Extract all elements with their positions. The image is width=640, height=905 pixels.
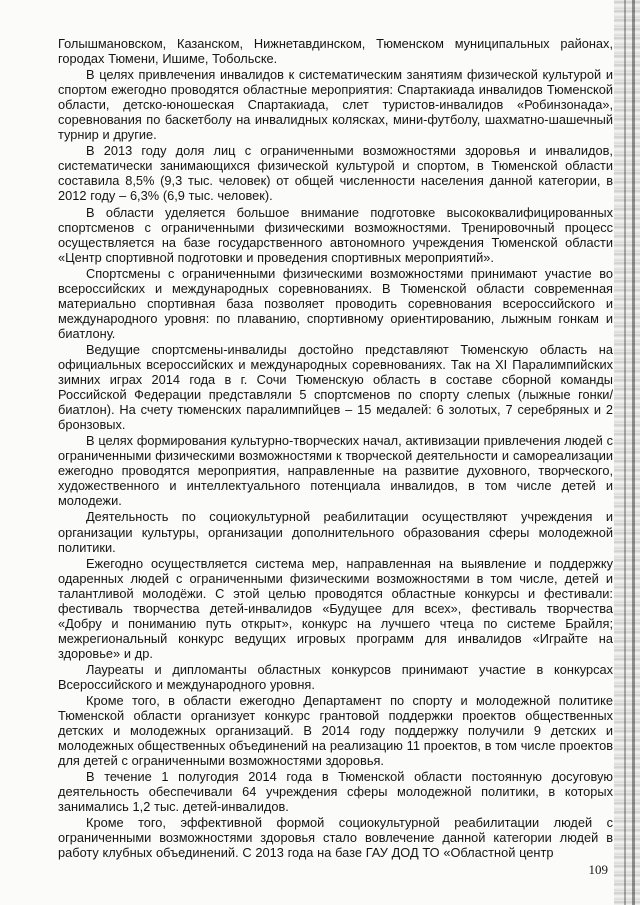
paragraph-4: В области уделяется большое внимание подготовке высококвалифицированных спортсменов с ограниченными физическими возможностями. Тренировочный процесс осуществляется на базе государственного автономного учреждения Тюменской области «Центр спортивной подготовки и проведения спортивных мероприятий».: [58, 204, 613, 265]
paragraph-3: В 2013 году доля лиц с ограниченными возможностями здоровья и инвалидов, систематически занимающихся физической культурой и спортом, в Тюменской области составила 8,5% (9,3 тыс. человек) от общей численности населения данной категории, в 2012 году – 6,3% (6,9 тыс. человек).: [58, 143, 613, 204]
paragraph-9: Ежегодно осуществляется система мер, направленная на выявление и поддержку одаренных людей с ограниченными физическими возможностями в том числе, детей и талантливой молодёжи. С этой целью проводятся областные конкурсы и фестивали: фестиваль творчества детей-инвалидов «Будущее для всех», фестиваль творчества «Добру и пониманию путь открыт», конкурс на лучшего чтеца по системе Брайля; межрегиональный конкурс ведущих игровых программ для инвалидов «Играйте на здоровье» и др.: [58, 555, 613, 661]
page-number: 109: [588, 862, 608, 877]
paragraph-10: Лауреаты и дипломанты областных конкурсов принимают участие в конкурсах Всероссийского и международного уровня.: [58, 661, 613, 692]
paragraph-13: Кроме того, эффективной формой социокультурной реабилитации людей с ограниченными возможностями здоровья стало вовлечение данной категории людей в работу клубных объединений. С 2013 года на базе ГАУ ДОД ТО «Областной центр: [58, 815, 613, 861]
paragraph-6: Ведущие спортсмены-инвалиды достойно представляют Тюменскую область на официальных всероссийских и международных соревнованиях. Так на XI Паралимпийских зимних играх 2014 года в г. Сочи Тюменскую область в составе сборной команды Российской Федерации представляли 5 спортсменов по спорту слепых (лыжные гонки/биатлон). На счету тюменских паралимпийцев – 15 медалей: 6 золотых, 7 серебряных и 2 бронзовых.: [58, 341, 613, 433]
paragraph-7: В целях формирования культурно-творческих начал, активизации привлечения людей с ограниченными физическими возможностями к творческой деятельности и самореализации ежегодно проводятся мероприятия, направленные на развитие духовного, творческого, художественного и интеллектуального потенциала инвалидов, в том числе детей и молодежи.: [58, 433, 613, 509]
paragraph-1: Голышмановском, Казанском, Нижнетавдинском, Тюменском муниципальных районах, городах Тюмени, Ишиме, Тобольске.: [58, 36, 613, 67]
paragraph-5: Спортсмены с ограниченными физическими возможностями принимают участие во всероссийских и международных соревнованиях. В Тюменской области современная материально спортивная база позволяет проводить соревнования всероссийского и международного уровня: по плаванию, спортивному ориентированию, лыжным гонкам и биатлону.: [58, 265, 613, 341]
paragraph-12: В течение 1 полугодия 2014 года в Тюменской области постоянную досуговую деятельность обеспечивали 64 учреждения сферы молодежной политики, в которых занимались 1,2 тыс. детей-инвалидов.: [58, 769, 613, 815]
body-text: [58, 36, 613, 862]
paragraph-11: Кроме того, в области ежегодно Департамент по спорту и молодежной политике Тюменской области организует конкурс грантовой поддержки проектов общественных детских и молодежных организаций. В 2014 году поддержку получили 9 детских и молодежных общественных объединений на реализацию 11 проектов, в том числе проектов для детей с ограниченными возможностями здоровья.: [58, 693, 613, 769]
scan-binding-edge: [614, 0, 640, 905]
paragraph-8: Деятельность по социокультурной реабилитации осуществляют учреждения и организации культуры, организации дополнительного образования сферы молодежной политики.: [58, 509, 613, 555]
paragraph-2: В целях привлечения инвалидов к систематическим занятиям физической культурой и спортом ежегодно проводятся областные мероприятия: Спартакиада инвалидов Тюменской области, детско-юношеская Спартакиада, слет туристов-инвалидов «Робинзонада», соревнования по баскетболу на инвалидных колясках, мини-футболу, шахматно-шашечный турнир и другие.: [58, 67, 613, 143]
